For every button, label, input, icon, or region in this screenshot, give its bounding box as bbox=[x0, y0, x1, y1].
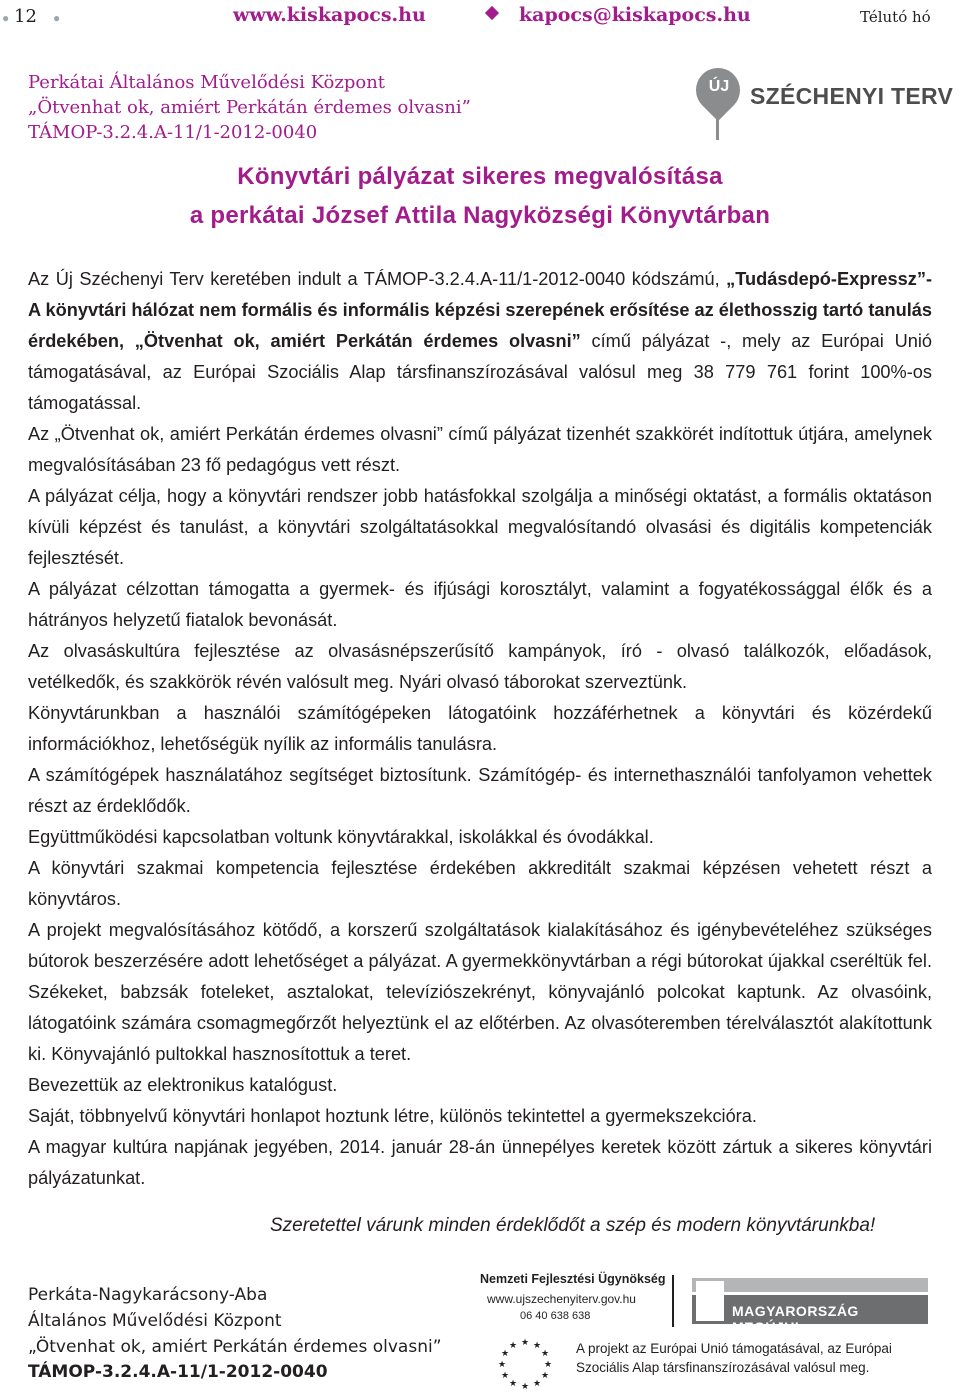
paragraph-text: Az Új Széchenyi Terv keretében indult a TÁMOP-3.2.4.A-11/1-2012-0040 kódszámú, bbox=[28, 269, 727, 289]
paragraph: A pályázat célja, hogy a könyvtári rendszer jobb hatásfokkal szolgálja a minőségi oktatást, a formális oktatáson kívüli képzést és tanulást, a könyvtári szolgáltatásokkal megvalósítandó olvasási és digitális kompetenciák fejlesztését. bbox=[28, 486, 932, 568]
paragraph-text: című pályázat -, mely az Európai Unió támogatásával, az Európai Szociális Alap társfinanszírozásával valósul meg 38 779 761 forint 100%-os támogatással. bbox=[28, 331, 932, 413]
diamond-icon bbox=[485, 6, 499, 20]
closing-invitation: Szeretettel várunk minden érdeklődőt a szép és modern könyvtárunkba! bbox=[270, 1215, 876, 1236]
logo-uj-text: ÚJ bbox=[708, 78, 730, 95]
eu-support-note bbox=[576, 1339, 892, 1377]
project-slogan: „Ötvenhat ok, amiért Perkátán érdemes olvasni” bbox=[28, 97, 471, 118]
agency-phone: 06 40 638 638 bbox=[520, 1310, 591, 1322]
project-info bbox=[28, 70, 471, 145]
eu-flag-icon bbox=[494, 1333, 556, 1395]
agency-name: Nemzeti Fejlesztési Ügynökség bbox=[480, 1272, 666, 1286]
paragraph: A könyvtári szakmai kompetencia fejlesztése érdekében akkreditált szakmai képzésen vehetett részt a könyvtáros. bbox=[28, 858, 932, 909]
project-code: TÁMOP-3.2.4.A-11/1-2012-0040 bbox=[28, 122, 318, 143]
svg-text:★: ★ bbox=[543, 1360, 553, 1370]
paragraph: Együttműködési kapcsolatban voltunk könyvtárakkal, iskolákkal és óvodákkal. bbox=[28, 827, 654, 847]
paragraph: A magyar kultúra napjának jegyében, 2014. január 28-án ünnepélyes keretek között zártuk a sikeres könyvtári pályázatunkat. bbox=[28, 1137, 932, 1188]
paragraph: A számítógépek használatához segítséget biztosítunk. Számítógép- és internethasználói tanfolyamon vehettek részt az érdeklődők. bbox=[28, 765, 932, 816]
paragraph bbox=[28, 264, 932, 419]
svg-text:★: ★ bbox=[540, 1349, 550, 1359]
issue-label: Télutó hó bbox=[860, 8, 931, 26]
page-header bbox=[0, 0, 960, 34]
svg-text:★: ★ bbox=[500, 1349, 510, 1359]
svg-text:★: ★ bbox=[532, 1379, 542, 1389]
email-link[interactable]: kapocs@kiskapocs.hu bbox=[519, 4, 751, 26]
article-body bbox=[28, 264, 932, 1194]
article-title-line2: a perkátai József Attila Nagyközségi Könyvtárban bbox=[189, 202, 771, 229]
footer-org-line2: Általános Művelődési Központ bbox=[28, 1311, 282, 1331]
svg-text:★: ★ bbox=[508, 1379, 518, 1389]
paragraph-bold-text: „Tudásdepó-Expressz”- A könyvtári hálózat nem formális és informális képzési szerepének erősítése az élethosszig tartó tanulás érdekében, „Ötvenhat ok, amiért Perkátán érdemes olvasni” bbox=[28, 269, 932, 351]
eu-note-line: Szociális Alap társfinanszírozásával valósul meg. bbox=[576, 1360, 870, 1375]
website-link[interactable]: www.kiskapocs.hu bbox=[233, 4, 426, 26]
svg-text:★: ★ bbox=[497, 1360, 507, 1370]
paragraph: Az „Ötvenhat ok, amiért Perkátán érdemes olvasni” című pályázat tizenhét szakkörét indítottuk útjára, amelynek megvalósításában 23 fő pedagógus vett részt. bbox=[28, 424, 932, 475]
divider bbox=[672, 1275, 674, 1327]
footer-project-code: TÁMOP-3.2.4.A-11/1-2012-0040 bbox=[28, 1362, 328, 1382]
article-title-line1: Könyvtári pályázat sikeres megvalósítása bbox=[237, 163, 723, 190]
svg-text:★: ★ bbox=[508, 1341, 518, 1351]
svg-text:★: ★ bbox=[520, 1338, 530, 1348]
logo-bar bbox=[692, 1278, 928, 1292]
project-org: Perkátai Általános Művelődési Központ bbox=[28, 72, 386, 93]
eu-note-line: A projekt az Európai Unió támogatásával, az Európai bbox=[576, 1341, 892, 1356]
page-number: 12 bbox=[14, 6, 37, 27]
paragraph: A pályázat célzottan támogatta a gyermek- és ifjúsági korosztályt, valamint a fogyatékossággal élők és a hátrányos helyzetű fiatalok bevonását. bbox=[28, 579, 932, 630]
bullet-dot-icon: ● bbox=[53, 11, 61, 25]
footer-slogan: „Ötvenhat ok, amiért Perkátán érdemes olvasni” bbox=[28, 1337, 442, 1357]
bullet-dot-icon: ● bbox=[2, 11, 10, 25]
paragraph: Könyvtárunkban a használói számítógépeken látogatóink hozzáférhetnek a könyvtári és közérdekű információkhoz, lehetőségük nyílik az informális tanulásra. bbox=[28, 703, 932, 754]
logo-name-text: SZÉCHENYI TERV bbox=[750, 83, 954, 109]
pin-tail bbox=[716, 110, 719, 140]
svg-text:★: ★ bbox=[500, 1371, 510, 1381]
magyarorszag-megujul-logo bbox=[692, 1278, 928, 1335]
flag-box-icon bbox=[696, 1281, 724, 1321]
paragraph: Az olvasáskultúra fejlesztése az olvasásnépszerűsítő kampányok, író - olvasó találkozók, előadások, vetélkedők, és szakkörök révén valósult meg. Nyári olvasó táborokat szerveztünk. bbox=[28, 641, 932, 692]
footer-org-line1: Perkáta-Nagykarácsony-Aba bbox=[28, 1285, 268, 1305]
paragraph: A projekt megvalósításához kötődő, a korszerű szolgáltatások kialakításához és igénybevételéhez szükséges bútorok beszerzésére adott lehetőséget a pályázat. A gyermekkönyvtárban a régi bútorokat újakkal cseréltük fel. Székeket, babzsák foteleket, asztalokat, televíziószekrényt, könyvajánló polcokat kaptunk. Az olvasóink, látogatóink számára csomagmegőrzőt helyeztünk el az előtérben. Az olvasóteremben térelválasztót alakítottunk ki. Könyvajánló pultokkal hasznosítottuk a teret. bbox=[28, 920, 932, 1064]
svg-text:★: ★ bbox=[520, 1382, 530, 1392]
mm-label: MAGYARORSZÁG MEGÚJUL bbox=[732, 1303, 859, 1335]
agency-url[interactable]: www.ujszechenyiterv.gov.hu bbox=[487, 1292, 636, 1306]
svg-text:★: ★ bbox=[540, 1371, 550, 1381]
svg-text:★: ★ bbox=[532, 1341, 542, 1351]
paragraph: Saját, többnyelvű könyvtári honlapot hoztunk létre, különös tekintettel a gyermekszekcióra. bbox=[28, 1106, 757, 1126]
paragraph: Bevezettük az elektronikus katalógust. bbox=[28, 1075, 338, 1095]
